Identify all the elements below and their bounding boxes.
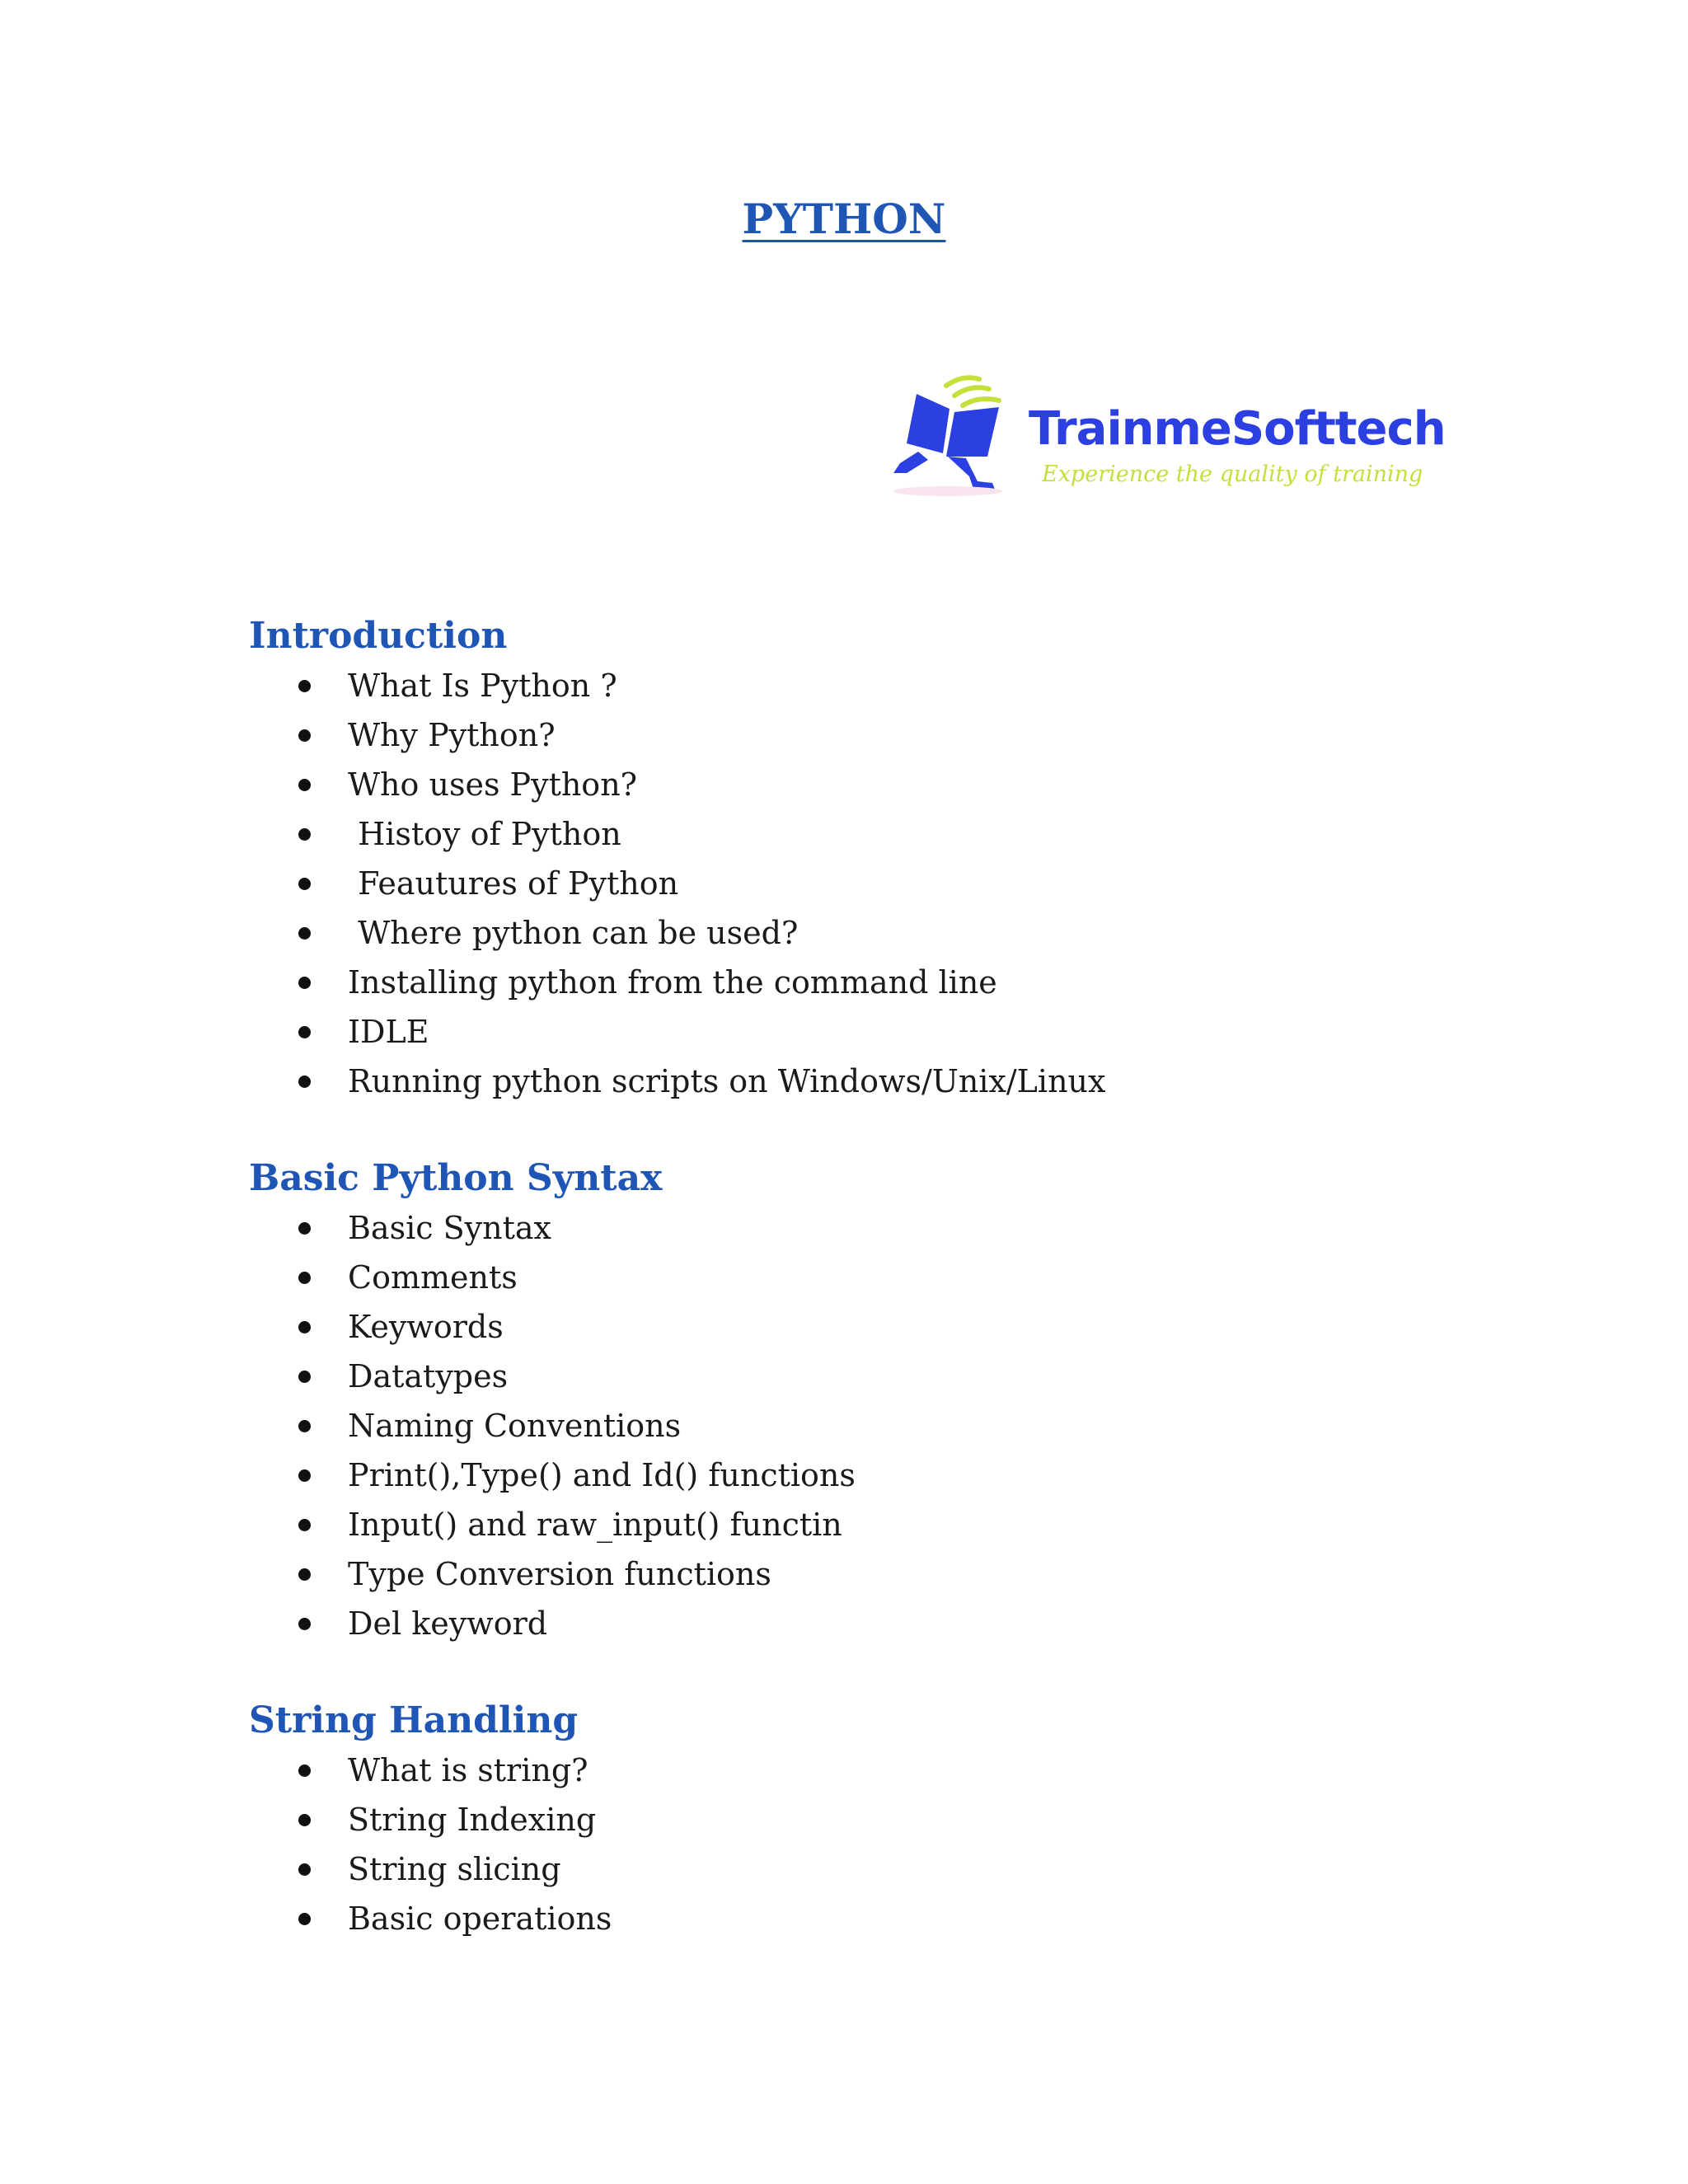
list-item: Datatypes: [249, 1352, 1485, 1401]
list-item: Where python can be used?: [249, 908, 1485, 958]
bullet-icon: [298, 1519, 311, 1531]
list-item: Running python scripts on Windows/Unix/Linux: [249, 1057, 1485, 1106]
bullet-icon: [298, 1371, 311, 1383]
bullet-icon: [298, 1420, 311, 1432]
list-item: Installing python from the command line: [249, 958, 1485, 1007]
list-item: Del keyword: [249, 1599, 1485, 1648]
bullet-icon: [298, 729, 311, 742]
bullet-icon: [298, 828, 311, 841]
bullet-icon: [298, 1321, 311, 1333]
topic-list: [249, 661, 1485, 1106]
bullet-icon: [298, 1913, 311, 1925]
bullet-icon: [298, 1222, 311, 1235]
list-item: Input() and raw_input() functin: [249, 1500, 1485, 1549]
running-book-icon: [890, 371, 1030, 503]
company-logo: [890, 371, 1446, 503]
list-item: Histoy of Python: [249, 809, 1485, 859]
section-heading: Introduction: [249, 615, 508, 657]
logo-name: TrainmeSofttech: [1029, 402, 1446, 456]
bullet-icon: [298, 927, 311, 940]
list-item: Keywords: [249, 1302, 1485, 1352]
bullet-icon: [298, 1568, 311, 1581]
logo-tagline: Experience the quality of training: [1042, 462, 1423, 487]
section-introduction: [249, 612, 1485, 1106]
bullet-icon: [298, 878, 311, 890]
bullet-icon: [298, 1765, 311, 1777]
page-title: PYTHON: [742, 194, 946, 243]
section-basic-python-syntax: [249, 1154, 1485, 1648]
section-string-handling: [249, 1696, 1485, 1943]
bullet-icon: [298, 1469, 311, 1482]
list-item: Feautures of Python: [249, 859, 1485, 908]
section-heading: String Handling: [249, 1699, 579, 1741]
list-item: Basic Syntax: [249, 1203, 1485, 1253]
list-item: Who uses Python?: [249, 760, 1485, 809]
list-item: Print(),Type() and Id() functions: [249, 1451, 1485, 1500]
list-item: String Indexing: [249, 1795, 1485, 1844]
bullet-icon: [298, 680, 311, 692]
list-item: Type Conversion functions: [249, 1549, 1485, 1599]
list-item: What is string?: [249, 1746, 1485, 1795]
bullet-icon: [298, 1863, 311, 1876]
bullet-icon: [298, 1026, 311, 1038]
list-item: What Is Python ?: [249, 661, 1485, 710]
list-item: Basic operations: [249, 1894, 1485, 1943]
bullet-icon: [298, 1618, 311, 1630]
section-heading: Basic Python Syntax: [249, 1157, 663, 1199]
bullet-icon: [298, 1814, 311, 1826]
bullet-icon: [298, 977, 311, 989]
topic-list: [249, 1203, 1485, 1648]
list-item: Naming Conventions: [249, 1401, 1485, 1451]
list-item: IDLE: [249, 1007, 1485, 1057]
bullet-icon: [298, 779, 311, 791]
list-item: Comments: [249, 1253, 1485, 1302]
list-item: Why Python?: [249, 710, 1485, 760]
topic-list: [249, 1746, 1485, 1943]
list-item: String slicing: [249, 1844, 1485, 1894]
bullet-icon: [298, 1272, 311, 1284]
bullet-icon: [298, 1076, 311, 1088]
